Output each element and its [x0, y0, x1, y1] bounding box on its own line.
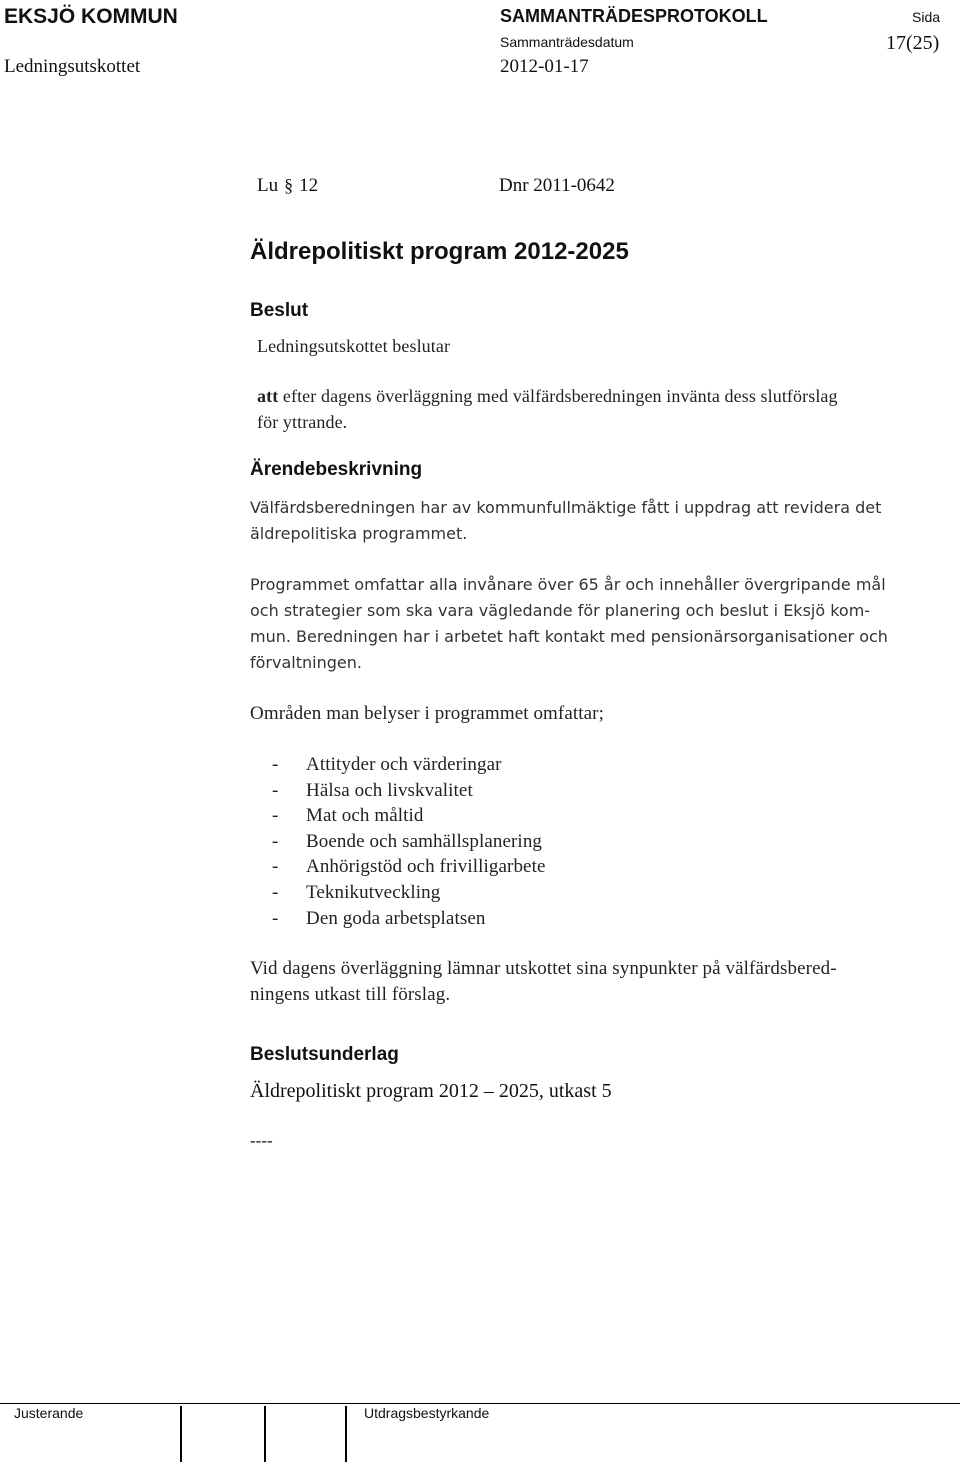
list-dash: -: [272, 779, 279, 801]
beslut-intro: Ledningsutskottet beslutar: [257, 336, 451, 356]
paragraph-line: förvaltningen.: [250, 653, 362, 672]
document-title: Äldrepolitiskt program 2012-2025: [250, 238, 629, 265]
list-item-text: Den goda arbetsplatsen: [306, 907, 486, 929]
list-item-text: Mat och måltid: [306, 805, 424, 827]
end-mark: ----: [250, 1131, 273, 1150]
diary-number: Dnr 2011-0642: [499, 175, 615, 196]
list-item: [272, 906, 546, 932]
paragraph-line: Välfärdsberedningen har av kommunfullmäktige fått i uppdrag att revidera det: [250, 498, 882, 517]
section-heading-beslut: Beslut: [250, 300, 309, 321]
paragraph-line: äldrepolitiska programmet.: [250, 524, 468, 543]
list-item: [272, 778, 546, 804]
footer-utdragsbestyrkande-label: Utdragsbestyrkande: [364, 1405, 490, 1421]
protocol-title: SAMMANTRÄDESPROTOKOLL: [500, 6, 768, 26]
signature-box-divider: [345, 1406, 347, 1462]
list-item-text: Hälsa och livskvalitet: [306, 779, 473, 801]
case-number: 12: [299, 175, 319, 196]
list-dash: -: [272, 830, 279, 852]
paragraph-sign: §: [284, 175, 294, 195]
att-keyword: att: [257, 386, 279, 406]
page-number: 17(25): [886, 32, 940, 54]
meeting-date-label: Sammanträdesdatum: [500, 34, 634, 50]
paragraph-line: och strategier som ska vara vägledande för planering och beslut i Eksjö kom-: [250, 601, 871, 620]
list-item: [272, 829, 546, 855]
footer-justerande-label: Justerande: [14, 1405, 84, 1421]
list-item: [272, 803, 546, 829]
list-item-text: Boende och samhällsplanering: [306, 830, 543, 852]
list-item-text: Attityder och värderingar: [306, 754, 502, 775]
beslut-text-line: för yttrande.: [257, 412, 348, 432]
paragraph-line: mun. Beredningen har i arbetet haft kontakt med pensionärsorganisationer och: [250, 627, 888, 646]
footer-divider: [0, 1403, 960, 1404]
list-item-text: Teknikutveckling: [306, 881, 441, 903]
list-intro: Områden man belyser i programmet omfattar;: [250, 703, 604, 724]
section-heading-arendebeskrivning: Ärendebeskrivning: [250, 459, 423, 480]
list-dash: -: [272, 754, 279, 775]
signature-box-divider: [264, 1406, 266, 1462]
list-item: [272, 880, 546, 906]
beslut-text: efter dagens överläggning med välfärdsberedningen invänta dess slutförslag: [278, 386, 838, 406]
list-item: [272, 854, 546, 880]
beslut-text-line: [257, 383, 838, 409]
topic-list: [272, 752, 546, 931]
paragraph-line: Programmet omfattar alla invånare över 65 år och innehåller övergripande mål: [250, 575, 886, 594]
committee-name: Ledningsutskottet: [4, 56, 141, 77]
page-label: Sida: [912, 9, 941, 25]
list-item-text: Anhörigstöd och frivilligarbete: [306, 856, 546, 878]
paragraph-line: ningens utkast till förslag.: [250, 984, 451, 1005]
list-dash: -: [272, 907, 279, 929]
municipality-name: EKSJÖ KOMMUN: [4, 5, 178, 28]
case-reference: [257, 175, 318, 197]
section-heading-beslutsunderlag: Beslutsunderlag: [250, 1044, 399, 1065]
paragraph-line: Vid dagens överläggning lämnar utskottet sina synpunkter på välfärdsbered-: [250, 958, 837, 979]
meeting-date: 2012-01-17: [500, 56, 589, 77]
list-dash: -: [272, 881, 279, 903]
list-item: [272, 752, 546, 778]
list-dash: -: [272, 805, 279, 827]
case-prefix: Lu: [257, 175, 279, 196]
signature-box-divider: [180, 1406, 182, 1462]
list-dash: -: [272, 856, 279, 878]
decision-basis-item: Äldrepolitiskt program 2012 – 2025, utkast 5: [250, 1080, 612, 1102]
